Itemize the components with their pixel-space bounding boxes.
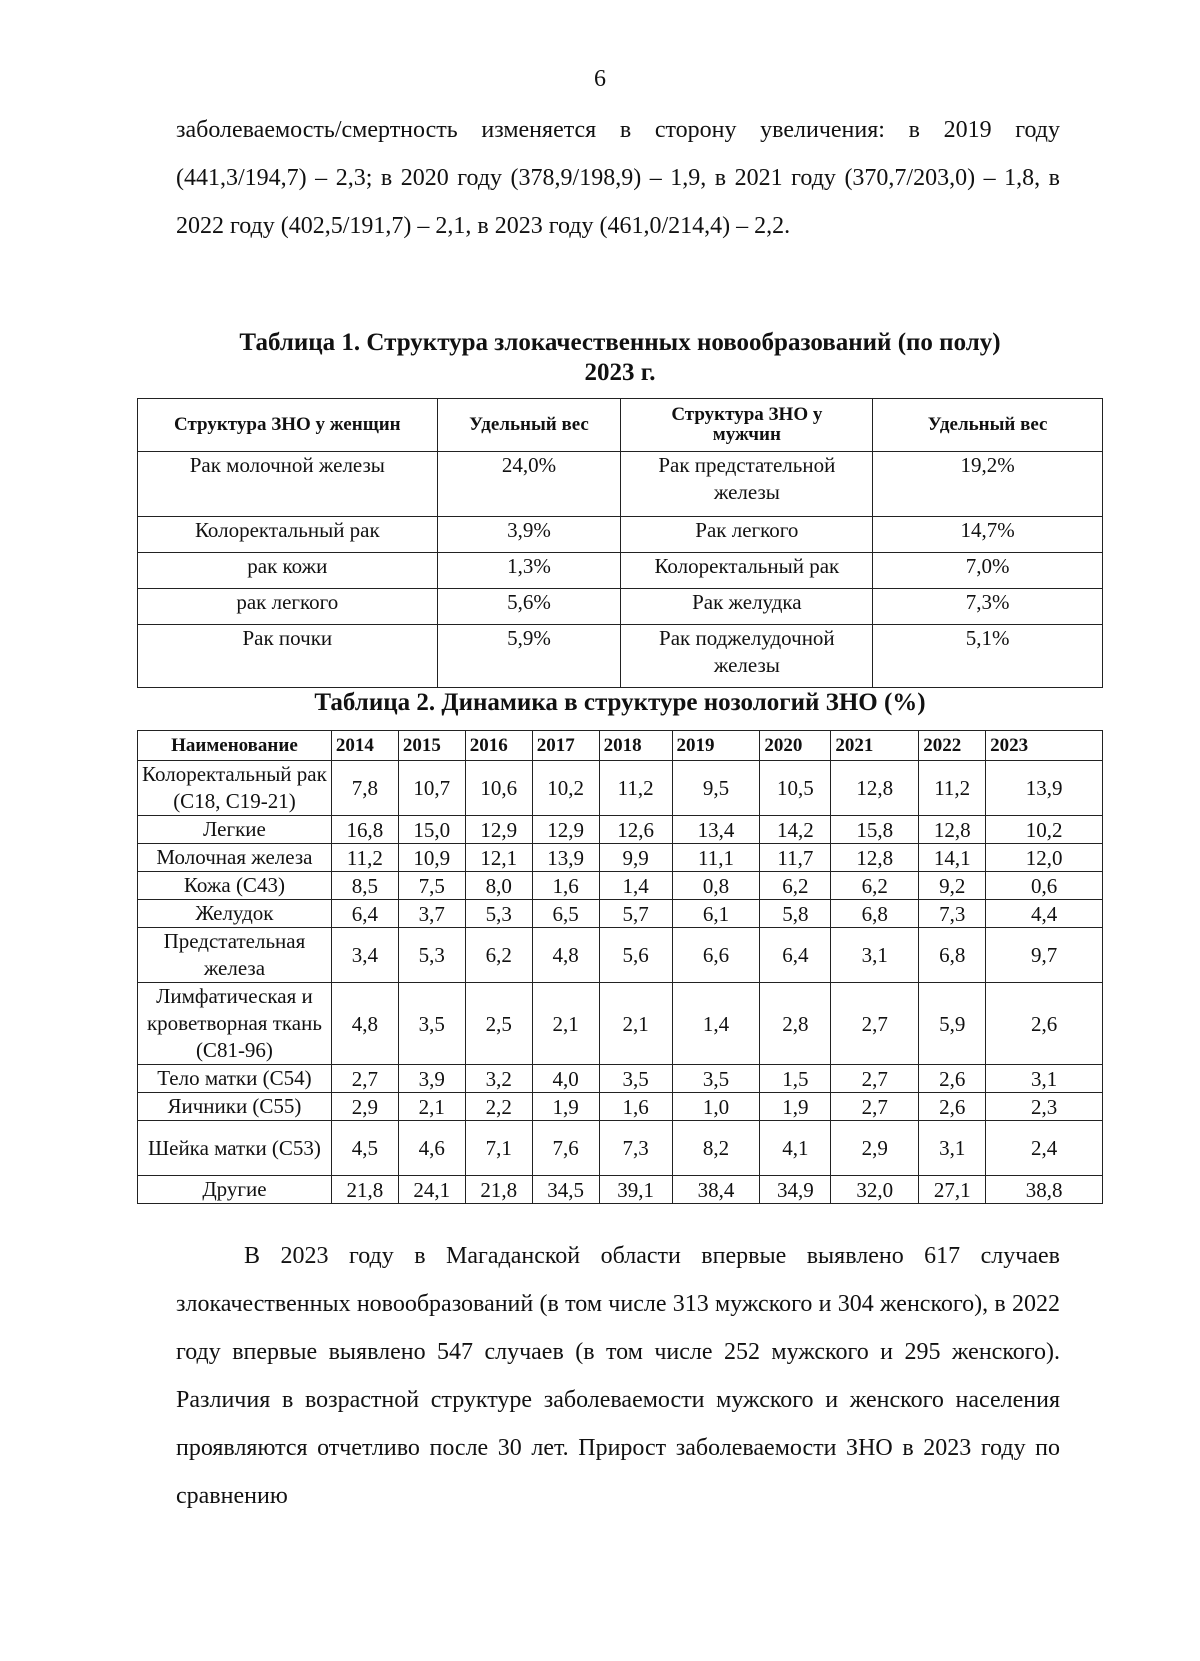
page-number: 6 bbox=[594, 66, 606, 92]
table2-row bbox=[138, 844, 1103, 872]
table1-header-cell: Удельный вес bbox=[873, 399, 1103, 452]
table2-value-cell: 11,1 bbox=[672, 844, 760, 872]
table2-value-cell: 2,3 bbox=[986, 1093, 1103, 1121]
table1-cell: Колоректальный рак bbox=[621, 553, 873, 589]
table2-value-cell: 6,5 bbox=[532, 900, 599, 928]
table2-value-cell: 3,1 bbox=[986, 1065, 1103, 1093]
table1-cell: 5,9% bbox=[437, 625, 621, 688]
table2-value-cell: 12,8 bbox=[919, 816, 986, 844]
table2-value-cell: 2,6 bbox=[986, 983, 1103, 1065]
table2-value-cell: 4,6 bbox=[398, 1121, 465, 1176]
table2-row-name: Кожа (C43) bbox=[138, 872, 332, 900]
table2-value-cell: 7,1 bbox=[465, 1121, 532, 1176]
table2-value-cell: 2,9 bbox=[831, 1121, 919, 1176]
table2-value-cell: 11,2 bbox=[919, 761, 986, 816]
table2-value-cell: 13,9 bbox=[532, 844, 599, 872]
table2-value-cell: 1,9 bbox=[760, 1093, 831, 1121]
table2-row bbox=[138, 872, 1103, 900]
table2-value-cell: 15,8 bbox=[831, 816, 919, 844]
table2-value-cell: 2,1 bbox=[599, 983, 672, 1065]
table2-value-cell: 12,6 bbox=[599, 816, 672, 844]
table2-value-cell: 15,0 bbox=[398, 816, 465, 844]
table2-value-cell: 3,9 bbox=[398, 1065, 465, 1093]
table1-cell: 5,1% bbox=[873, 625, 1103, 688]
table2-value-cell: 5,3 bbox=[465, 900, 532, 928]
table2-value-cell: 10,2 bbox=[986, 816, 1103, 844]
table2-value-cell: 21,8 bbox=[465, 1176, 532, 1204]
table2-value-cell: 9,7 bbox=[986, 928, 1103, 983]
table2-row-name: Тело матки (C54) bbox=[138, 1065, 332, 1093]
table2-value-cell: 5,3 bbox=[398, 928, 465, 983]
table2-row bbox=[138, 928, 1103, 983]
table2-value-cell: 9,9 bbox=[599, 844, 672, 872]
table2-value-cell: 38,4 bbox=[672, 1176, 760, 1204]
table2-value-cell: 24,1 bbox=[398, 1176, 465, 1204]
table2-value-cell: 7,5 bbox=[398, 872, 465, 900]
table1-cell: Рак желудка bbox=[621, 589, 873, 625]
table1-header-cell: Структура ЗНО у женщин bbox=[138, 399, 438, 452]
table2-value-cell: 2,5 bbox=[465, 983, 532, 1065]
table2-value-cell: 9,2 bbox=[919, 872, 986, 900]
table2-value-cell: 12,8 bbox=[831, 844, 919, 872]
table2-value-cell: 1,6 bbox=[532, 872, 599, 900]
table2-row-name: Яичники (C55) bbox=[138, 1093, 332, 1121]
table1-header-cell bbox=[621, 399, 873, 452]
table2-value-cell: 2,7 bbox=[831, 1093, 919, 1121]
table1-cell: 14,7% bbox=[873, 517, 1103, 553]
table2-value-cell: 10,9 bbox=[398, 844, 465, 872]
table2-row bbox=[138, 761, 1103, 816]
table2-value-cell: 2,2 bbox=[465, 1093, 532, 1121]
table2-value-cell: 0,8 bbox=[672, 872, 760, 900]
table2-header-cell: 2017 bbox=[532, 731, 599, 761]
table2-value-cell: 11,7 bbox=[760, 844, 831, 872]
table2-value-cell: 8,0 bbox=[465, 872, 532, 900]
table2-value-cell: 16,8 bbox=[331, 816, 398, 844]
table2-value-cell: 3,1 bbox=[831, 928, 919, 983]
table2-row bbox=[138, 983, 1103, 1065]
table1-cell: 7,3% bbox=[873, 589, 1103, 625]
table2-value-cell: 3,7 bbox=[398, 900, 465, 928]
table2-value-cell: 6,2 bbox=[831, 872, 919, 900]
table2-value-cell: 14,2 bbox=[760, 816, 831, 844]
table2-value-cell: 6,2 bbox=[465, 928, 532, 983]
table2-value-cell: 11,2 bbox=[331, 844, 398, 872]
table2-value-cell: 5,9 bbox=[919, 983, 986, 1065]
table2-value-cell: 13,4 bbox=[672, 816, 760, 844]
table2-header-cell: 2022 bbox=[919, 731, 986, 761]
table1-title bbox=[138, 328, 1102, 388]
table2-value-cell: 2,8 bbox=[760, 983, 831, 1065]
table2-value-cell: 6,1 bbox=[672, 900, 760, 928]
table2-value-cell: 21,8 bbox=[331, 1176, 398, 1204]
table2-value-cell: 2,7 bbox=[331, 1065, 398, 1093]
table2-value-cell: 3,5 bbox=[599, 1065, 672, 1093]
table2-value-cell: 7,6 bbox=[532, 1121, 599, 1176]
table2-value-cell: 39,1 bbox=[599, 1176, 672, 1204]
table2-header-row bbox=[138, 731, 1103, 761]
table2-value-cell: 5,6 bbox=[599, 928, 672, 983]
table2-row-name: Предстательная железа bbox=[138, 928, 332, 983]
table1-cell: рак кожи bbox=[138, 553, 438, 589]
intro-paragraph: заболеваемость/смертность изменяется в сторону увеличения: в 2019 году (441,3/194,7) – 2,3; в 2020 году (378,9/198,9) – 1,9, в 2021 году (370,7/203,0) – 1,8, в 2022 году (402,5/191,7) – 2,1, в 2023 году (461,0/214,4) – 2,2. bbox=[176, 117, 1060, 239]
table2-value-cell: 7,8 bbox=[331, 761, 398, 816]
table2-header-cell: 2016 bbox=[465, 731, 532, 761]
table2-value-cell: 2,7 bbox=[831, 1065, 919, 1093]
table2-value-cell: 3,5 bbox=[398, 983, 465, 1065]
table2-value-cell: 0,6 bbox=[986, 872, 1103, 900]
table2-value-cell: 32,0 bbox=[831, 1176, 919, 1204]
table2-header-cell: 2019 bbox=[672, 731, 760, 761]
table2-value-cell: 3,1 bbox=[919, 1121, 986, 1176]
table2-value-cell: 2,1 bbox=[398, 1093, 465, 1121]
table2-value-cell: 6,8 bbox=[919, 928, 986, 983]
table2-row-name: Молочная железа bbox=[138, 844, 332, 872]
table1-header-text: Структура ЗНО у мужчин bbox=[671, 404, 823, 445]
table1-cell: 24,0% bbox=[437, 452, 621, 517]
table1-cell: рак легкого bbox=[138, 589, 438, 625]
table1-cell: 1,3% bbox=[437, 553, 621, 589]
table2-header-cell: 2014 bbox=[331, 731, 398, 761]
table2-value-cell: 14,1 bbox=[919, 844, 986, 872]
table1-cell: 7,0% bbox=[873, 553, 1103, 589]
table2-header-cell: 2020 bbox=[760, 731, 831, 761]
table2-value-cell: 10,7 bbox=[398, 761, 465, 816]
table2-value-cell: 6,6 bbox=[672, 928, 760, 983]
table2-value-cell: 1,6 bbox=[599, 1093, 672, 1121]
table2-value-cell: 12,0 bbox=[986, 844, 1103, 872]
table2-value-cell: 5,8 bbox=[760, 900, 831, 928]
table1-title-line1: Таблица 1. Структура злокачественных новообразований (по полу) bbox=[239, 329, 1001, 356]
table2-value-cell: 1,9 bbox=[532, 1093, 599, 1121]
table2-value-cell: 7,3 bbox=[919, 900, 986, 928]
table2-value-cell: 2,9 bbox=[331, 1093, 398, 1121]
table2-row-name: Шейка матки (C53) bbox=[138, 1121, 332, 1176]
table2-row-name: Легкие bbox=[138, 816, 332, 844]
table2-value-cell: 4,1 bbox=[760, 1121, 831, 1176]
table2-value-cell: 8,2 bbox=[672, 1121, 760, 1176]
table2-value-cell: 4,8 bbox=[331, 983, 398, 1065]
table2-row bbox=[138, 1065, 1103, 1093]
table2-row bbox=[138, 1176, 1103, 1204]
table2-value-cell: 1,5 bbox=[760, 1065, 831, 1093]
table1-row bbox=[138, 553, 1103, 589]
table1-cell: 5,6% bbox=[437, 589, 621, 625]
table2-row bbox=[138, 1093, 1103, 1121]
table2-value-cell: 2,7 bbox=[831, 983, 919, 1065]
table2-value-cell: 2,6 bbox=[919, 1065, 986, 1093]
table2-row bbox=[138, 816, 1103, 844]
table1-title-line2: 2023 г. bbox=[584, 359, 656, 386]
table2-row-name: Другие bbox=[138, 1176, 332, 1204]
table2-value-cell: 6,4 bbox=[331, 900, 398, 928]
table2-value-cell: 12,8 bbox=[831, 761, 919, 816]
table2-row-name: Желудок bbox=[138, 900, 332, 928]
table2-header-cell: 2015 bbox=[398, 731, 465, 761]
table2-value-cell: 38,8 bbox=[986, 1176, 1103, 1204]
table2-header-cell: 2023 bbox=[986, 731, 1103, 761]
table2-title: Таблица 2. Динамика в структуре нозологий ЗНО (%) bbox=[314, 689, 926, 716]
table2-value-cell: 10,5 bbox=[760, 761, 831, 816]
table2-value-cell: 13,9 bbox=[986, 761, 1103, 816]
table1-cancer-structure-by-sex bbox=[137, 398, 1103, 688]
table2-header-cell: Наименование bbox=[138, 731, 332, 761]
table2-value-cell: 1,0 bbox=[672, 1093, 760, 1121]
table1-cell: Рак почки bbox=[138, 625, 438, 688]
table2-row bbox=[138, 900, 1103, 928]
table1-row bbox=[138, 517, 1103, 553]
table2-row-name: Лимфатическая и кроветворная ткань (C81-96) bbox=[138, 983, 332, 1065]
table1-cell: Колоректальный рак bbox=[138, 517, 438, 553]
table2-row-name: Колоректальный рак (C18, C19-21) bbox=[138, 761, 332, 816]
table2-value-cell: 2,1 bbox=[532, 983, 599, 1065]
table2-nosology-dynamics bbox=[137, 730, 1103, 1204]
table2-header-cell: 2018 bbox=[599, 731, 672, 761]
table2-header-cell: 2021 bbox=[831, 731, 919, 761]
table2-value-cell: 11,2 bbox=[599, 761, 672, 816]
table2-value-cell: 2,6 bbox=[919, 1093, 986, 1121]
table2-value-cell: 6,8 bbox=[831, 900, 919, 928]
table2-value-cell: 7,3 bbox=[599, 1121, 672, 1176]
table1-cell: Рак поджелудочной железы bbox=[621, 625, 873, 688]
table2-value-cell: 3,5 bbox=[672, 1065, 760, 1093]
table2-value-cell: 6,4 bbox=[760, 928, 831, 983]
table1-header-row bbox=[138, 399, 1103, 452]
table2-value-cell: 3,2 bbox=[465, 1065, 532, 1093]
table2-value-cell: 1,4 bbox=[672, 983, 760, 1065]
table1-cell: 3,9% bbox=[437, 517, 621, 553]
table2-value-cell: 4,8 bbox=[532, 928, 599, 983]
table2-value-cell: 1,4 bbox=[599, 872, 672, 900]
closing-paragraph: В 2023 году в Магаданской области впервые выявлено 617 случаев злокачественных новообразований (в том числе 313 мужского и 304 женского), в 2022 году впервые выявлено 547 случаев (в том числе 252 мужского и 295 женского). Различия в возрастной структуре заболеваемости мужского и женского населения проявляются отчетливо после 30 лет. Прирост заболеваемости ЗНО в 2023 году по сравнению bbox=[176, 1243, 1060, 1509]
table2-value-cell: 2,4 bbox=[986, 1121, 1103, 1176]
table2-value-cell: 34,9 bbox=[760, 1176, 831, 1204]
table2-value-cell: 8,5 bbox=[331, 872, 398, 900]
table2-value-cell: 34,5 bbox=[532, 1176, 599, 1204]
table2-value-cell: 4,5 bbox=[331, 1121, 398, 1176]
table1-row bbox=[138, 625, 1103, 688]
table1-row bbox=[138, 589, 1103, 625]
table2-value-cell: 10,2 bbox=[532, 761, 599, 816]
table2-value-cell: 4,4 bbox=[986, 900, 1103, 928]
table2-value-cell: 9,5 bbox=[672, 761, 760, 816]
table2-value-cell: 12,9 bbox=[465, 816, 532, 844]
table2-value-cell: 6,2 bbox=[760, 872, 831, 900]
table1-cell: Рак предстательной железы bbox=[621, 452, 873, 517]
table1-cell: Рак молочной железы bbox=[138, 452, 438, 517]
table2-value-cell: 10,6 bbox=[465, 761, 532, 816]
table2-value-cell: 5,7 bbox=[599, 900, 672, 928]
table2-value-cell: 12,1 bbox=[465, 844, 532, 872]
table1-row bbox=[138, 452, 1103, 517]
table2-value-cell: 27,1 bbox=[919, 1176, 986, 1204]
table2-value-cell: 3,4 bbox=[331, 928, 398, 983]
table2-row bbox=[138, 1121, 1103, 1176]
table1-cell: 19,2% bbox=[873, 452, 1103, 517]
table1-cell: Рак легкого bbox=[621, 517, 873, 553]
table2-value-cell: 4,0 bbox=[532, 1065, 599, 1093]
table1-header-cell: Удельный вес bbox=[437, 399, 621, 452]
table2-value-cell: 12,9 bbox=[532, 816, 599, 844]
